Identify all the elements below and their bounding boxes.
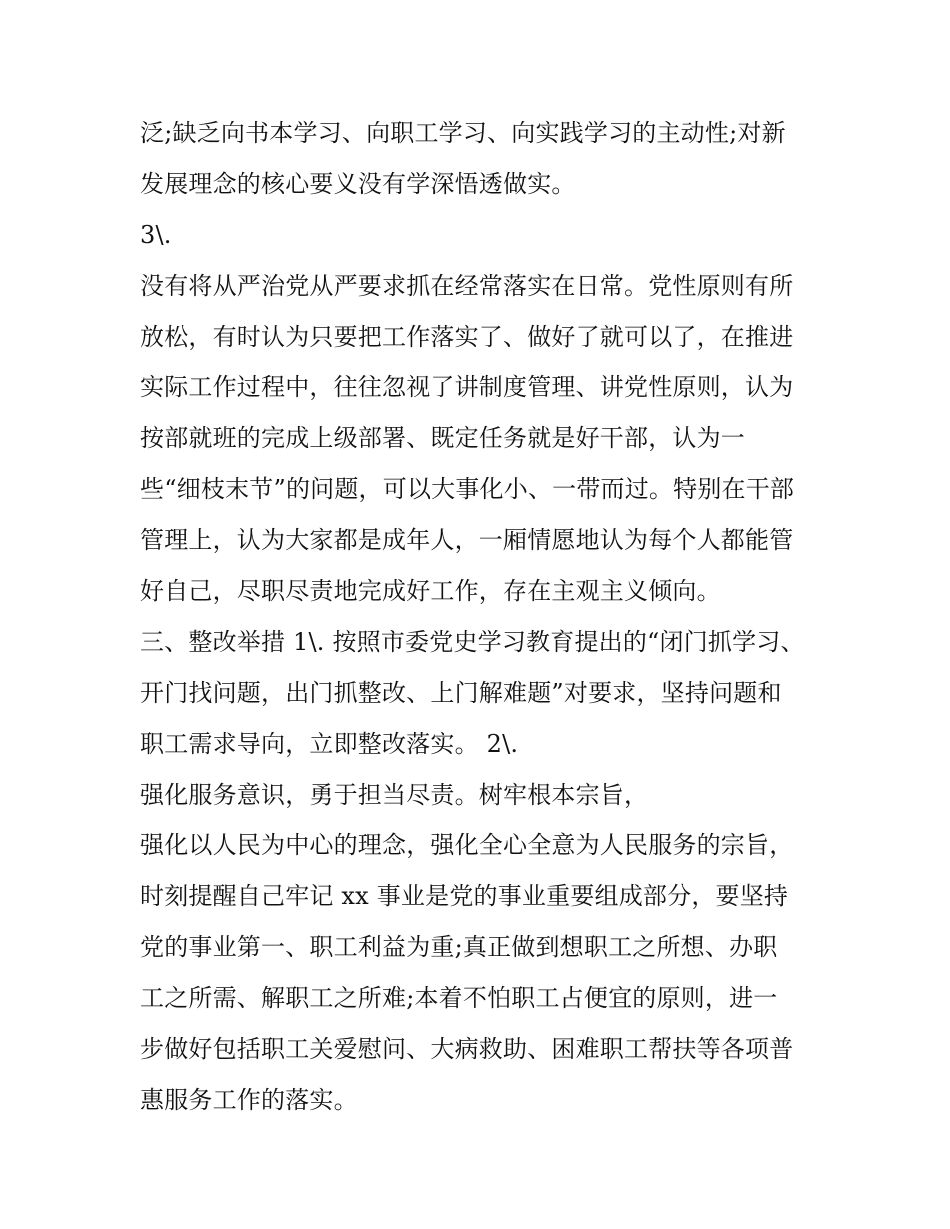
text-line: 强化以人民为中心的理念，强化全心全意为人民服务的宗旨， <box>140 831 794 860</box>
body-text <box>140 108 820 1126</box>
text-line: 职工需求导向，立即整改落实。 2\. <box>140 729 519 758</box>
text-line: 3\. <box>140 220 172 249</box>
text-line: 开门找问题，出门抓整改、上门解难题”对要求，坚持问题和 <box>140 678 782 707</box>
text-line: 实际工作过程中，往往忽视了讲制度管理、讲党性原则，认为 <box>140 373 794 402</box>
text-line: 三、整改举措 1\. 按照市委党史学习教育提出的“闭门抓学习、 <box>140 627 805 656</box>
text-line: 没有将从严治党从严要求抓在经常落实在日常。党性原则有所 <box>140 271 794 300</box>
text-line: 放松，有时认为只要把工作落实了、做好了就可以了，在推进 <box>140 322 794 351</box>
text-line: 些“细枝末节”的问题，可以大事化小、一带而过。特别在干部 <box>140 475 795 504</box>
text-line: 工之所需、解职工之所难;本着不怕职工占便宜的原则，进一 <box>140 984 778 1013</box>
text-line: 好自己，尽职尽责地完成好工作，存在主观主义倾向。 <box>140 577 721 606</box>
text-line: 发展理念的核心要义没有学深悟透做实。 <box>140 169 576 198</box>
text-line: 惠服务工作的落实。 <box>140 1085 358 1114</box>
text-line: 时刻提醒自己牢记 xx 事业是党的事业重要组成部分，要坚持 <box>140 882 789 911</box>
text-line: 党的事业第一、职工利益为重;真正做到想职工之所想、办职 <box>140 933 778 962</box>
text-line: 强化服务意识，勇于担当尽责。树牢根本宗旨， <box>140 780 649 809</box>
text-line: 泛;缺乏向书本学习、向职工学习、向实践学习的主动性;对新 <box>140 119 786 147</box>
text-line: 按部就班的完成上级部署、既定任务就是好干部，认为一 <box>140 424 745 453</box>
text-line: 管理上，认为大家都是成年人，一厢情愿地认为每个人都能管 <box>140 526 794 555</box>
text-line: 步做好包括职工关爱慰问、大病救助、困难职工帮扶等各项普 <box>140 1035 794 1064</box>
